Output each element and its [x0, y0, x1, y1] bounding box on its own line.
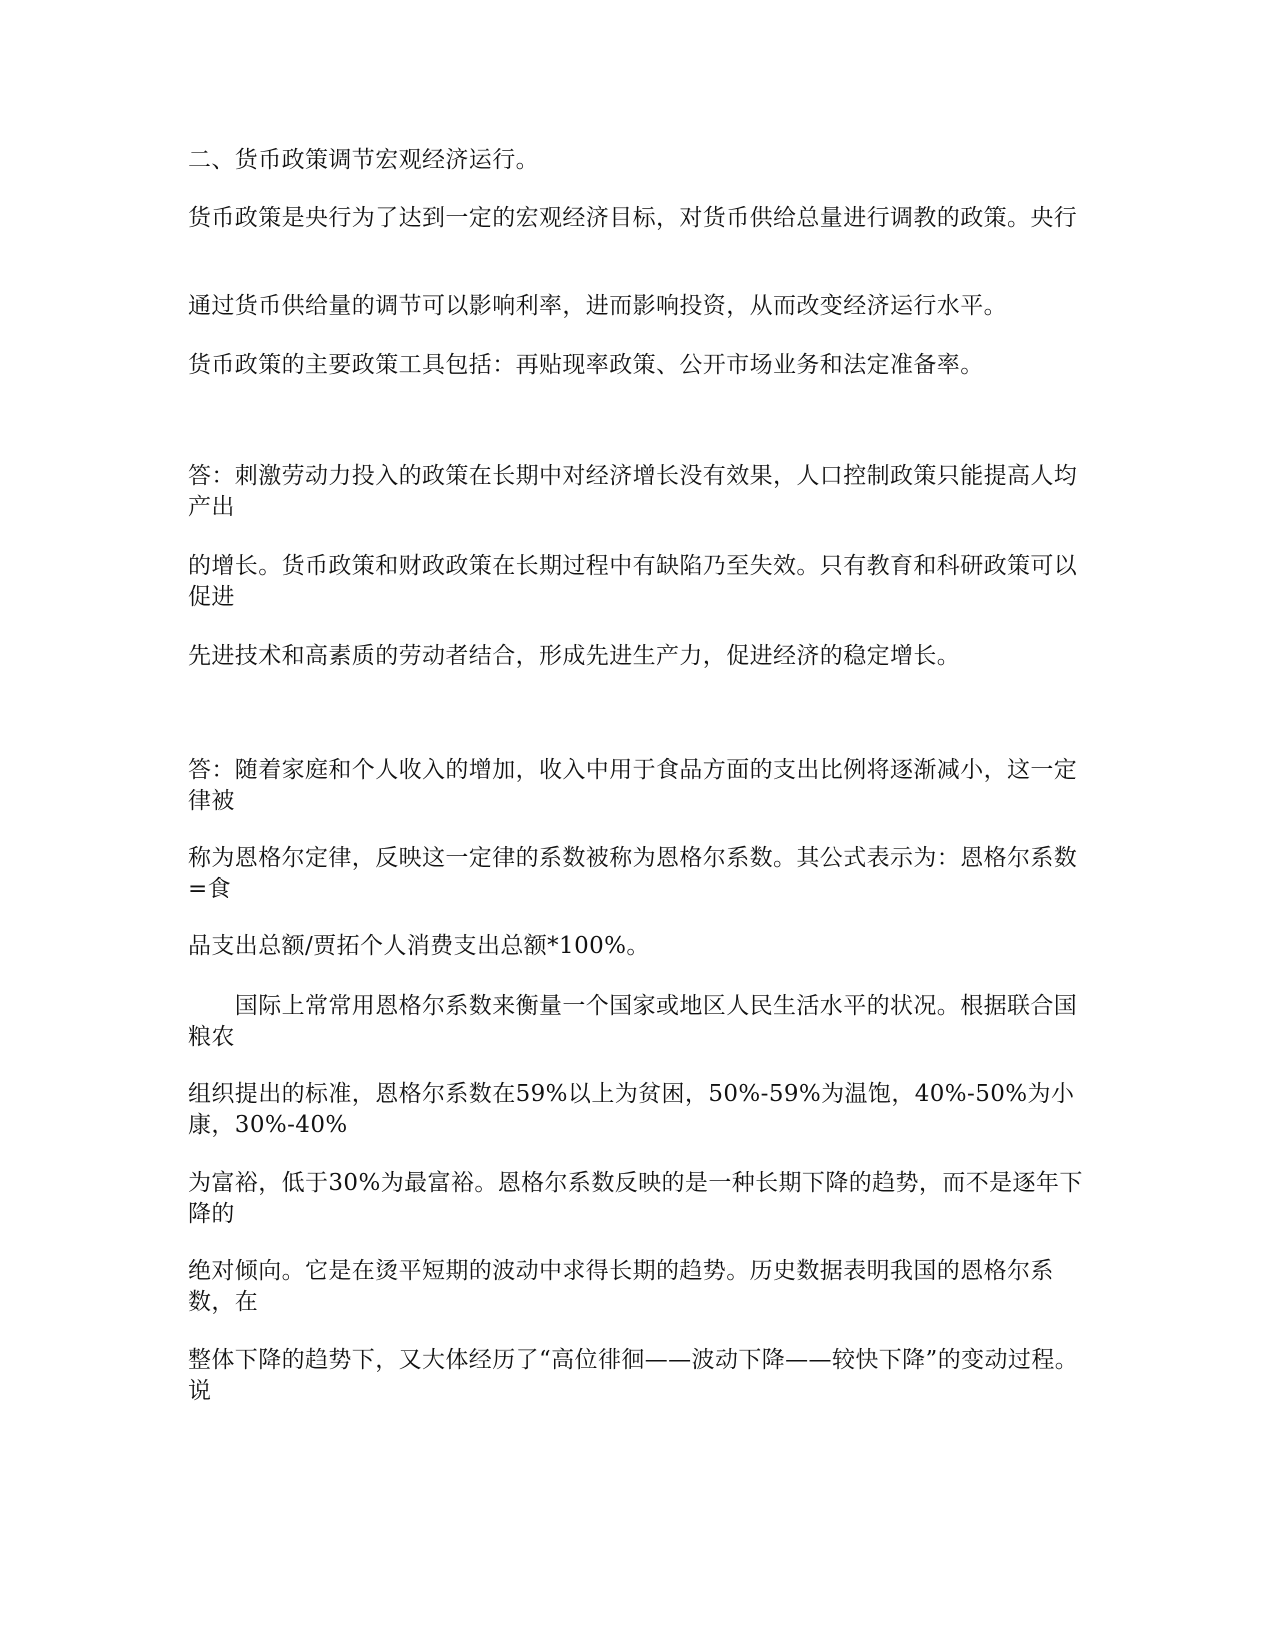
paragraph: 组织提出的标准，恩格尔系数在59%以上为贫困，50%-59%为温饱，40%-50%为小康，30%-40%: [188, 1081, 1075, 1138]
paragraph: 绝对倾向。它是在烫平短期的波动中求得长期的趋势。历史数据表明我国的恩格尔系数，在: [188, 1258, 1054, 1315]
answer-paragraph: 答：随着家庭和个人收入的增加，收入中用于食品方面的支出比例将逐渐减小，这一定律被: [188, 757, 1078, 814]
answer-paragraph: 答：刺激劳动力投入的政策在长期中对经济增长没有效果，人口控制政策只能提高人均产出: [188, 463, 1078, 520]
paragraph: 先进技术和高素质的劳动者结合，形成先进生产力，促进经济的稳定增长。: [188, 643, 961, 669]
paragraph: 品支出总额/贾拓个人消费支出总额*100%。: [188, 933, 650, 959]
paragraph: 为富裕，低于30%为最富裕。恩格尔系数反映的是一种长期下降的趋势，而不是逐年下降的: [188, 1170, 1083, 1227]
paragraph: 通过货币供给量的调节可以影响利率，进而影响投资，从而改变经济运行水平。: [188, 293, 1007, 319]
paragraph: 货币政策的主要政策工具包括：再贴现率政策、公开市场业务和法定准备率。: [188, 352, 984, 378]
paragraph: 国际上常常用恩格尔系数来衡量一个国家或地区人民生活水平的状况。根据联合国粮农: [188, 993, 1078, 1050]
paragraph: 称为恩格尔定律，反映这一定律的系数被称为恩格尔系数。其公式表示为：恩格尔系数=食: [188, 845, 1078, 902]
paragraph: 的增长。货币政策和财政政策在长期过程中有缺陷乃至失效。只有教育和科研政策可以促进: [188, 553, 1078, 610]
section-heading: 二、货币政策调节宏观经济运行。: [188, 147, 539, 173]
paragraph: 整体下降的趋势下，又大体经历了“高位徘徊——波动下降——较快下降”的变动过程。说: [188, 1347, 1079, 1404]
paragraph: 货币政策是央行为了达到一定的宏观经济目标，对货币供给总量进行调教的政策。央行: [188, 205, 1078, 231]
